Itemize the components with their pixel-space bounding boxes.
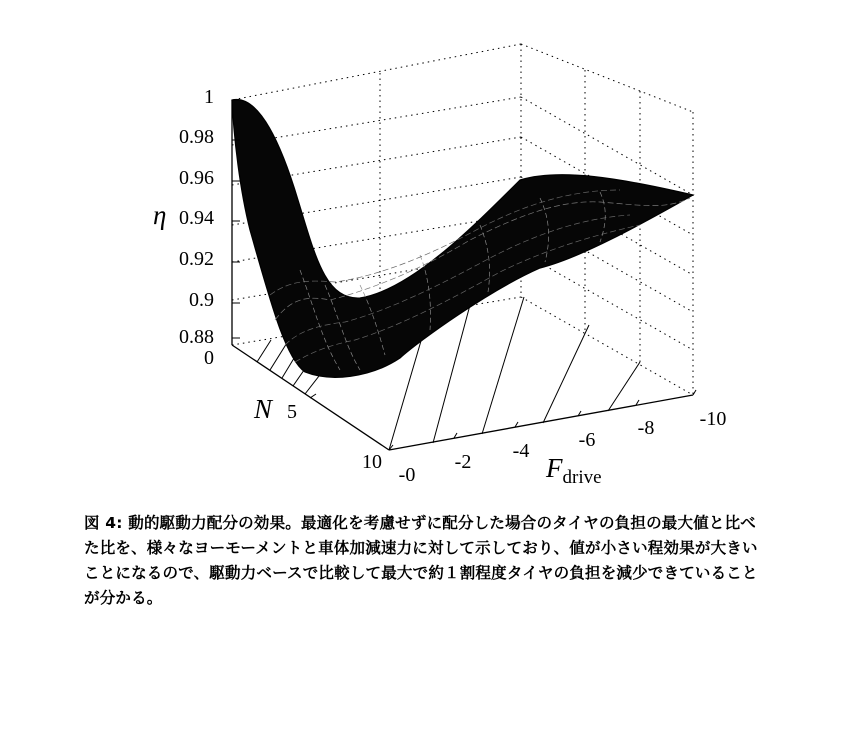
f-tick-label: -0 <box>398 464 416 486</box>
n-axis-label: N <box>254 394 273 424</box>
f-tick-label: -6 <box>578 429 596 451</box>
surface-mesh <box>232 99 693 377</box>
z-tick-label: 0.88 <box>179 326 214 348</box>
f-axis-label-main: F <box>546 453 563 483</box>
f-tick-label: -8 <box>637 417 655 439</box>
z-tick-label: 1 <box>204 86 214 108</box>
caption-line: ことになるので、駆動力ベースで比較して最大で約１割程度タイヤの負担を減少できていること <box>84 564 758 582</box>
f-axis-label <box>545 453 602 488</box>
z-tick-label: 0.9 <box>189 289 214 311</box>
z-tick-label: 0.94 <box>179 207 214 229</box>
f-axis-label-subscript: drive <box>562 467 602 488</box>
f-tick-label: -10 <box>699 408 727 430</box>
z-tick-label: 0.98 <box>179 126 214 148</box>
z-tick-label: 0.92 <box>179 248 214 270</box>
caption-line: が分かる。 <box>84 589 163 607</box>
f-tick-label: -2 <box>454 451 472 473</box>
z-axis-label: η <box>153 200 167 230</box>
z-axis-ticks <box>179 86 214 348</box>
n-tick-label: 0 <box>204 347 214 369</box>
n-tick-label: 5 <box>287 401 297 423</box>
f-tick-label: -4 <box>512 440 530 462</box>
caption-line: 図 4: 動的駆動力配分の効果。最適化を考慮せずに配分した場合のタイヤの負担の最大値と比べ <box>84 514 756 532</box>
caption-line: た比を、様々なヨーモーメントと車体加減速力に対して示しており、値が小さい程効果が大きい <box>84 539 758 557</box>
n-tick-label: 10 <box>362 451 382 473</box>
figure-caption <box>84 511 804 611</box>
z-tick-label: 0.96 <box>179 167 214 189</box>
